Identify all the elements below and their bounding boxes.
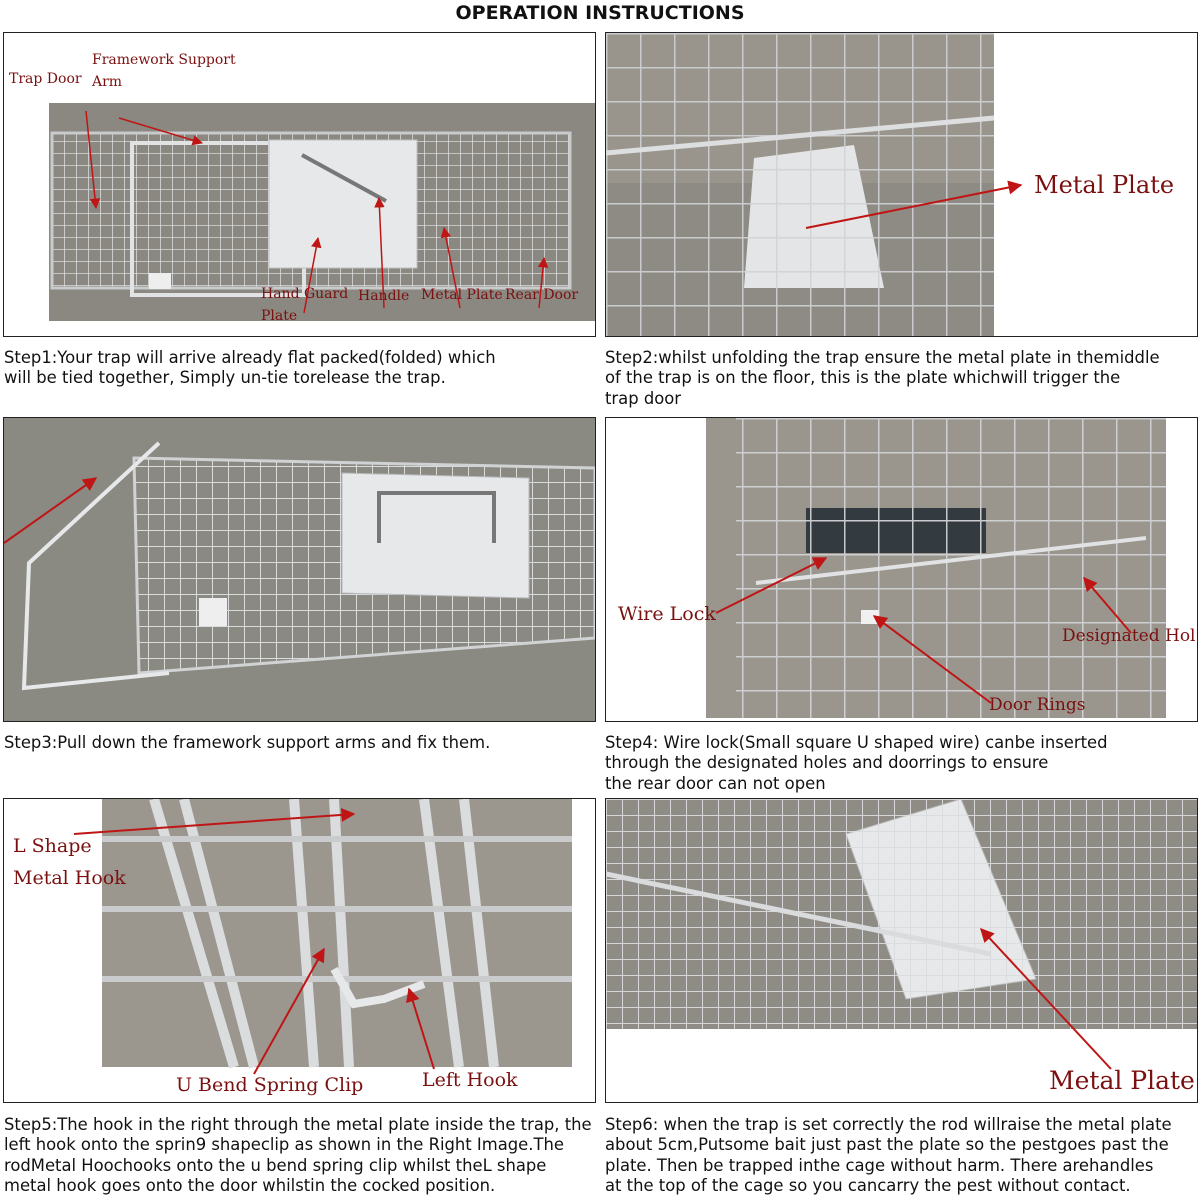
- support-arms-photo: [3, 417, 596, 722]
- plate-label: Plate: [261, 308, 298, 324]
- door-rings-label: Door Rings: [989, 695, 1086, 715]
- metal-plate-label: Metal Plate: [421, 287, 503, 303]
- rear-door-label: Rear Door: [505, 287, 579, 303]
- u-bend-label: U Bend Spring Clip: [176, 1074, 364, 1096]
- metal-plate-label: Metal Plate: [1034, 171, 1175, 199]
- metal-hook-label: Metal Hook: [13, 867, 126, 889]
- metal-plate-photo: [605, 32, 1198, 337]
- hook-closeup-photo: [3, 798, 596, 1103]
- wire-lock-photo: [605, 417, 1198, 722]
- step5-caption: Step5:The hook in the right through the metal plate inside the trap, the left hook onto the sprin9 shapeclip as shown in the Right Image.The rodMetal Hoochooks onto the u bend spring clip whilst theL shape metal hook goes onto the door whilstin the cocked position.: [4, 1115, 592, 1196]
- trap-door-label: Trap Door: [9, 71, 82, 87]
- designated-hole-label: Designated Hol: [1062, 626, 1196, 646]
- arm-label: Arm: [92, 74, 123, 90]
- step1-caption: Step1:Your trap will arrive already flat packed(folded) which will be tied together, Simply un-tie torelease the trap.: [4, 348, 496, 388]
- handle-label: Handle: [358, 288, 410, 304]
- set-trap-photo: [605, 798, 1198, 1103]
- trap-overview-photo: [3, 32, 596, 337]
- step4-caption: Step4: Wire lock(Small square U shaped wire) canbe inserted through the designated holes and doorrings to ensure the rear door can not open: [605, 733, 1108, 793]
- framework-support-label: Framework Support: [92, 52, 236, 68]
- hand-guard-label: Hand Guard: [261, 286, 349, 302]
- step3-caption: Step3:Pull down the framework support arms and fix them.: [4, 733, 491, 752]
- wire-lock-label: Wire Lock: [618, 603, 716, 625]
- step6-caption: Step6: when the trap is set correctly the rod willraise the metal plate about 5cm,Putsome bait just past the plate so the pestgoes past the plate. Then be trapped inthe cage without harm. There arehandles at the top of the cage so you cancarry the pest without contact.: [605, 1115, 1172, 1196]
- l-shape-label: L Shape: [13, 835, 92, 857]
- step2-caption: Step2:whilst unfolding the trap ensure the metal plate in themiddle of the trap is on the floor, this is the plate whichwill trigger the trap door: [605, 348, 1160, 408]
- metal-plate-label: Metal Plate: [1049, 1066, 1195, 1095]
- page-title: OPERATION INSTRUCTIONS: [455, 2, 745, 24]
- left-hook-label: Left Hook: [422, 1069, 518, 1091]
